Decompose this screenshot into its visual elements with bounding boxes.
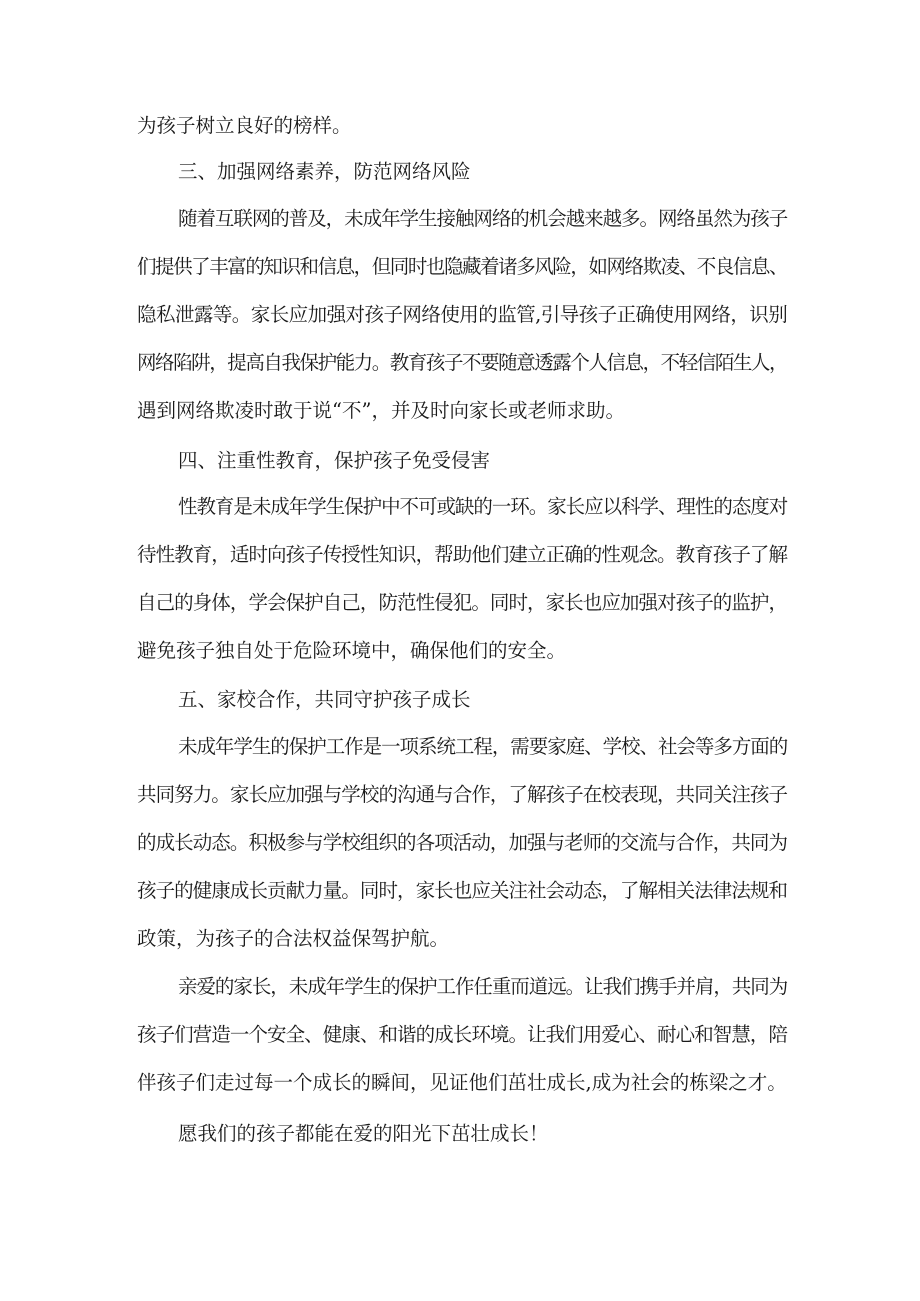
paragraph-line: 们提供了丰富的知识和信息，但同时也隐藏着诸多风险，如网络欺凌、不良信息、 xyxy=(137,255,787,278)
paragraph-line: 伴孩子们走过每一个成长的瞬间，见证他们茁壮成长,成为社会的栋梁之才。 xyxy=(137,1071,787,1094)
section-heading: 五、家校合作，共同守护孩子成长 xyxy=(178,688,471,711)
closing-line: 愿我们的孩子都能在爱的阳光下茁壮成长！ xyxy=(178,1122,549,1145)
paragraph-line: 孩子的健康成长贡献力量。同时，家长也应关注社会动态，了解相关法律法规和 xyxy=(137,879,787,902)
paragraph-line: 为孩子树立良好的榜样。 xyxy=(137,114,352,137)
paragraph-line: 遇到网络欺凌时敢于说“不”，并及时向家长或老师求助。 xyxy=(137,399,625,422)
section-heading: 三、加强网络素养，防范网络风险 xyxy=(178,160,471,183)
paragraph-line: 性教育是未成年学生保护中不可或缺的一环。家长应以科学、理性的态度对 xyxy=(178,495,787,518)
paragraph-line: 避免孩子独自处于危险环境中，确保他们的安全。 xyxy=(137,639,567,662)
paragraph-line: 的成长动态。积极参与学校组织的各项活动，加强与老师的交流与合作，共同为 xyxy=(137,831,787,854)
paragraph-line: 隐私泄露等。家长应加强对孩子网络使用的监管,引导孩子正确使用网络，识别 xyxy=(137,303,787,326)
paragraph-line: 网络陷阱，提高自我保护能力。教育孩子不要随意透露个人信息，不轻信陌生人， xyxy=(137,351,787,374)
paragraph-line: 未成年学生的保护工作是一项系统工程，需要家庭、学校、社会等多方面的 xyxy=(178,735,787,758)
paragraph-line: 亲爱的家长，未成年学生的保护工作任重而道远。让我们携手并肩，共同为 xyxy=(178,975,787,998)
paragraph-line: 待性教育，适时向孩子传授性知识，帮助他们建立正确的性观念。教育孩子了解 xyxy=(137,543,787,566)
paragraph-line: 孩子们营造一个安全、健康、和谐的成长环境。让我们用爱心、耐心和智慧，陪 xyxy=(137,1023,787,1046)
paragraph-line: 共同努力。家长应加强与学校的沟通与合作，了解孩子在校表现，共同关注孩子 xyxy=(137,783,787,806)
section-heading: 四、注重性教育，保护孩子免受侵害 xyxy=(178,449,491,472)
paragraph-line: 随着互联网的普及，未成年学生接触网络的机会越来越多。网络虽然为孩子 xyxy=(178,207,787,230)
paragraph-line: 自己的身体，学会保护自己，防范性侵犯。同时，家长也应加强对孩子的监护， xyxy=(137,591,787,614)
paragraph-line: 政策，为孩子的合法权益保驾护航。 xyxy=(137,927,450,950)
